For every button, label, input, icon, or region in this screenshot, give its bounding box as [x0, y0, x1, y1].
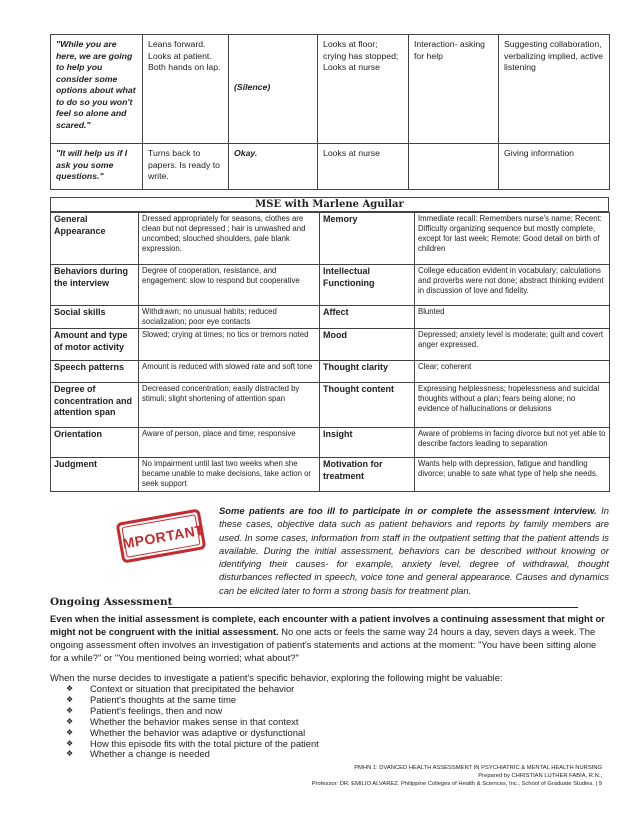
nurse-nonverbal: Leans forward. Looks at patient. Both hands on lap.: [143, 35, 229, 144]
technique-cell: Giving information: [499, 144, 610, 190]
footer-course: PMHN 1: DVANCED HEALTH ASSESSMENT IN PSYCHIATRIC & MENTAL HEALTH NURSING: [354, 765, 602, 771]
mse-value: Decreased concentration; easily distracted by stimuli; slight shortening of attention span: [139, 383, 320, 428]
list-item: ❖ How this episode fits with the total picture of the patient: [66, 737, 319, 749]
mse-value: Expressing helplessness; hopelessness and suicidal thoughts without a plan; fears being alone; no evidence of hallucinations or delusions: [415, 383, 610, 428]
mse-value: Amount is reduced with slowed rate and soft tone: [139, 361, 320, 383]
analysis-cell: Interaction- asking for help: [409, 35, 499, 144]
footer-professor: Professor: DR. EMILIO ALVAREZ, Philippine Colleges of Health & Sciences, Inc., School of Graduate Studies. | 9: [311, 781, 602, 787]
mse-label: Intellectual Functioning: [320, 265, 415, 306]
mse-value: Withdrawn; no unusual habits; reduced socialization; poor eye contacts: [139, 306, 320, 329]
mse-value: Degree of cooperation, resistance, and engagement: slow to respond but cooperative: [139, 265, 320, 306]
mse-label: Mood: [320, 329, 415, 361]
stamp-text: IMPORTANT: [117, 521, 206, 553]
important-lead: Some patients are too ill to participate in or complete the assessment interview.: [219, 505, 597, 516]
technique-cell: Suggesting collaboration, verbalizing implied, active listening: [499, 35, 610, 144]
mse-label: Orientation: [51, 428, 139, 458]
mse-label: Thought clarity: [320, 361, 415, 383]
analysis-cell: [409, 144, 499, 190]
bullet-icon: ❖: [66, 749, 74, 759]
mse-label: Insight: [320, 428, 415, 458]
table-row: [51, 306, 610, 329]
footer-author: Prepared by CHRISTIAN LUTHER FABIA, R.N.,: [478, 773, 602, 779]
mse-label: Degree of concentration and attention span: [51, 383, 139, 428]
bullet-icon: ❖: [66, 727, 74, 737]
table-row: [51, 35, 610, 144]
mse-value: Wants help with depression, fatigue and handling divorce; unable to sate what type of help she needs.: [415, 458, 610, 492]
mse-label: General Appearance: [51, 213, 139, 265]
bullet-icon: ❖: [66, 716, 74, 726]
list-item: ❖ Whether the behavior makes sense in that context: [66, 715, 299, 727]
section-heading: Ongoing Assessment: [50, 596, 173, 608]
mse-value: Clear; coherent: [415, 361, 610, 383]
important-note: [219, 504, 609, 597]
bullet-icon: ❖: [66, 694, 74, 704]
behavior-list: [66, 684, 319, 760]
mse-label: Memory: [320, 213, 415, 265]
ongoing-lead: Even when the initial assessment is complete, each encounter with a patient involves a continuing assessment that might or might not be congruent with the initial assessment.: [50, 613, 605, 637]
patient-response: (Silence): [229, 35, 318, 144]
mse-label: Affect: [320, 306, 415, 329]
table-row: [51, 383, 610, 428]
mse-value: No impairment until last two weeks when she became unable to make decisions, take action or seek support: [139, 458, 320, 492]
mse-label: Amount and type of motor activity: [51, 329, 139, 361]
mse-value: Immediate recall: Remembers nurse's name; Recent: Difficulty organizing sequence but mostly complete, except for last week; Remote: Good detail on birth of children: [415, 213, 610, 265]
process-recording-table: [50, 34, 610, 190]
patient-nonverbal: Looks at floor; crying has stopped; Looks at nurse: [318, 35, 409, 144]
patient-response: Okay.: [229, 144, 318, 190]
bullet-icon: ❖: [66, 684, 74, 693]
table-row: [51, 428, 610, 458]
list-item: ❖ Patient's thoughts at the same time: [66, 693, 237, 705]
table-row: [51, 213, 610, 265]
ongoing-paragraph: [50, 612, 609, 664]
list-item: ❖ Whether a change is needed: [66, 748, 210, 760]
table-row: [51, 458, 610, 492]
page-footer: [182, 764, 602, 788]
mse-table: [50, 212, 610, 492]
heading-rule: [168, 607, 578, 608]
mse-value: Depressed; anxiety level is moderate; guilt and covert anger expressed.: [415, 329, 610, 361]
table-row: [51, 144, 610, 190]
list-item: ❖ Whether the behavior was adaptive or dysfunctional: [66, 726, 306, 738]
ongoing-intro: When the nurse decides to investigate a patient's specific behavior, exploring the following might be valuable:: [50, 672, 503, 683]
mse-title: MSE with Marlene Aguilar: [50, 197, 609, 212]
mse-value: Aware of problems in facing divorce but not yet able to describe factors leading to separation: [415, 428, 610, 458]
mse-label: Behaviors during the interview: [51, 265, 139, 306]
mse-label: Judgment: [51, 458, 139, 492]
table-row: [51, 265, 610, 306]
mse-label: Speech patterns: [51, 361, 139, 383]
bullet-icon: ❖: [66, 705, 74, 715]
mse-label: Social skills: [51, 306, 139, 329]
nurse-statement: "While you are here, we are going to help you consider some options about what to do so you won't feel so alone and scared.": [51, 35, 143, 144]
bullet-icon: ❖: [66, 738, 74, 748]
patient-nonverbal: Looks at nurse: [318, 144, 409, 190]
mse-value: Dressed appropriately for seasons, clothes are clean but not depressed ; hair is unwashed and uncombed; slouched shoulders, pale blank expression.: [139, 213, 320, 265]
list-item: ❖ Context or situation that precipitated the behavior: [66, 683, 295, 694]
nurse-nonverbal: Turns back to papers. Is ready to write.: [143, 144, 229, 190]
list-item: ❖ Patient's feelings, then and now: [66, 704, 223, 716]
ongoing-body: No one acts or feels the same way 24 hours a day, seven days a week. The ongoing assessment often involves an investigation of patient's statements and actions at the moment: "You have been sitting alone for a while?" or "You mentioned being worried; what about?": [50, 626, 597, 663]
mse-value: College education evident in vocabulary; calculations and proverbs were not done; abstract thinking evident in discussion of love and fidelity.: [415, 265, 610, 306]
mse-value: Slowed; crying at times; no tics or tremors noted: [139, 329, 320, 361]
table-row: [51, 361, 610, 383]
nurse-statement: "It will help us if I ask you some questions.": [51, 144, 143, 190]
important-body: In these cases, objective data such as patient behaviors and reports by family members are used. In some cases, information from staff in the outpatient setting that the patient attends is available. During the initial assessment, behaviors can be described without knowing or identifying their causes- for example, anxiety level, degree of withdrawal, thought disturbances reflected in speech, voice tone and general appearance. Causes and dynamics can be elicited later to form a strong basis for treatment plan.: [219, 505, 609, 596]
mse-value: Blunted: [415, 306, 610, 329]
mse-value: Aware of person, place and time; responsive: [139, 428, 320, 458]
important-stamp-icon: [114, 503, 208, 569]
mse-label: Thought content: [320, 383, 415, 428]
mse-label: Motivation for treatment: [320, 458, 415, 492]
table-row: [51, 329, 610, 361]
